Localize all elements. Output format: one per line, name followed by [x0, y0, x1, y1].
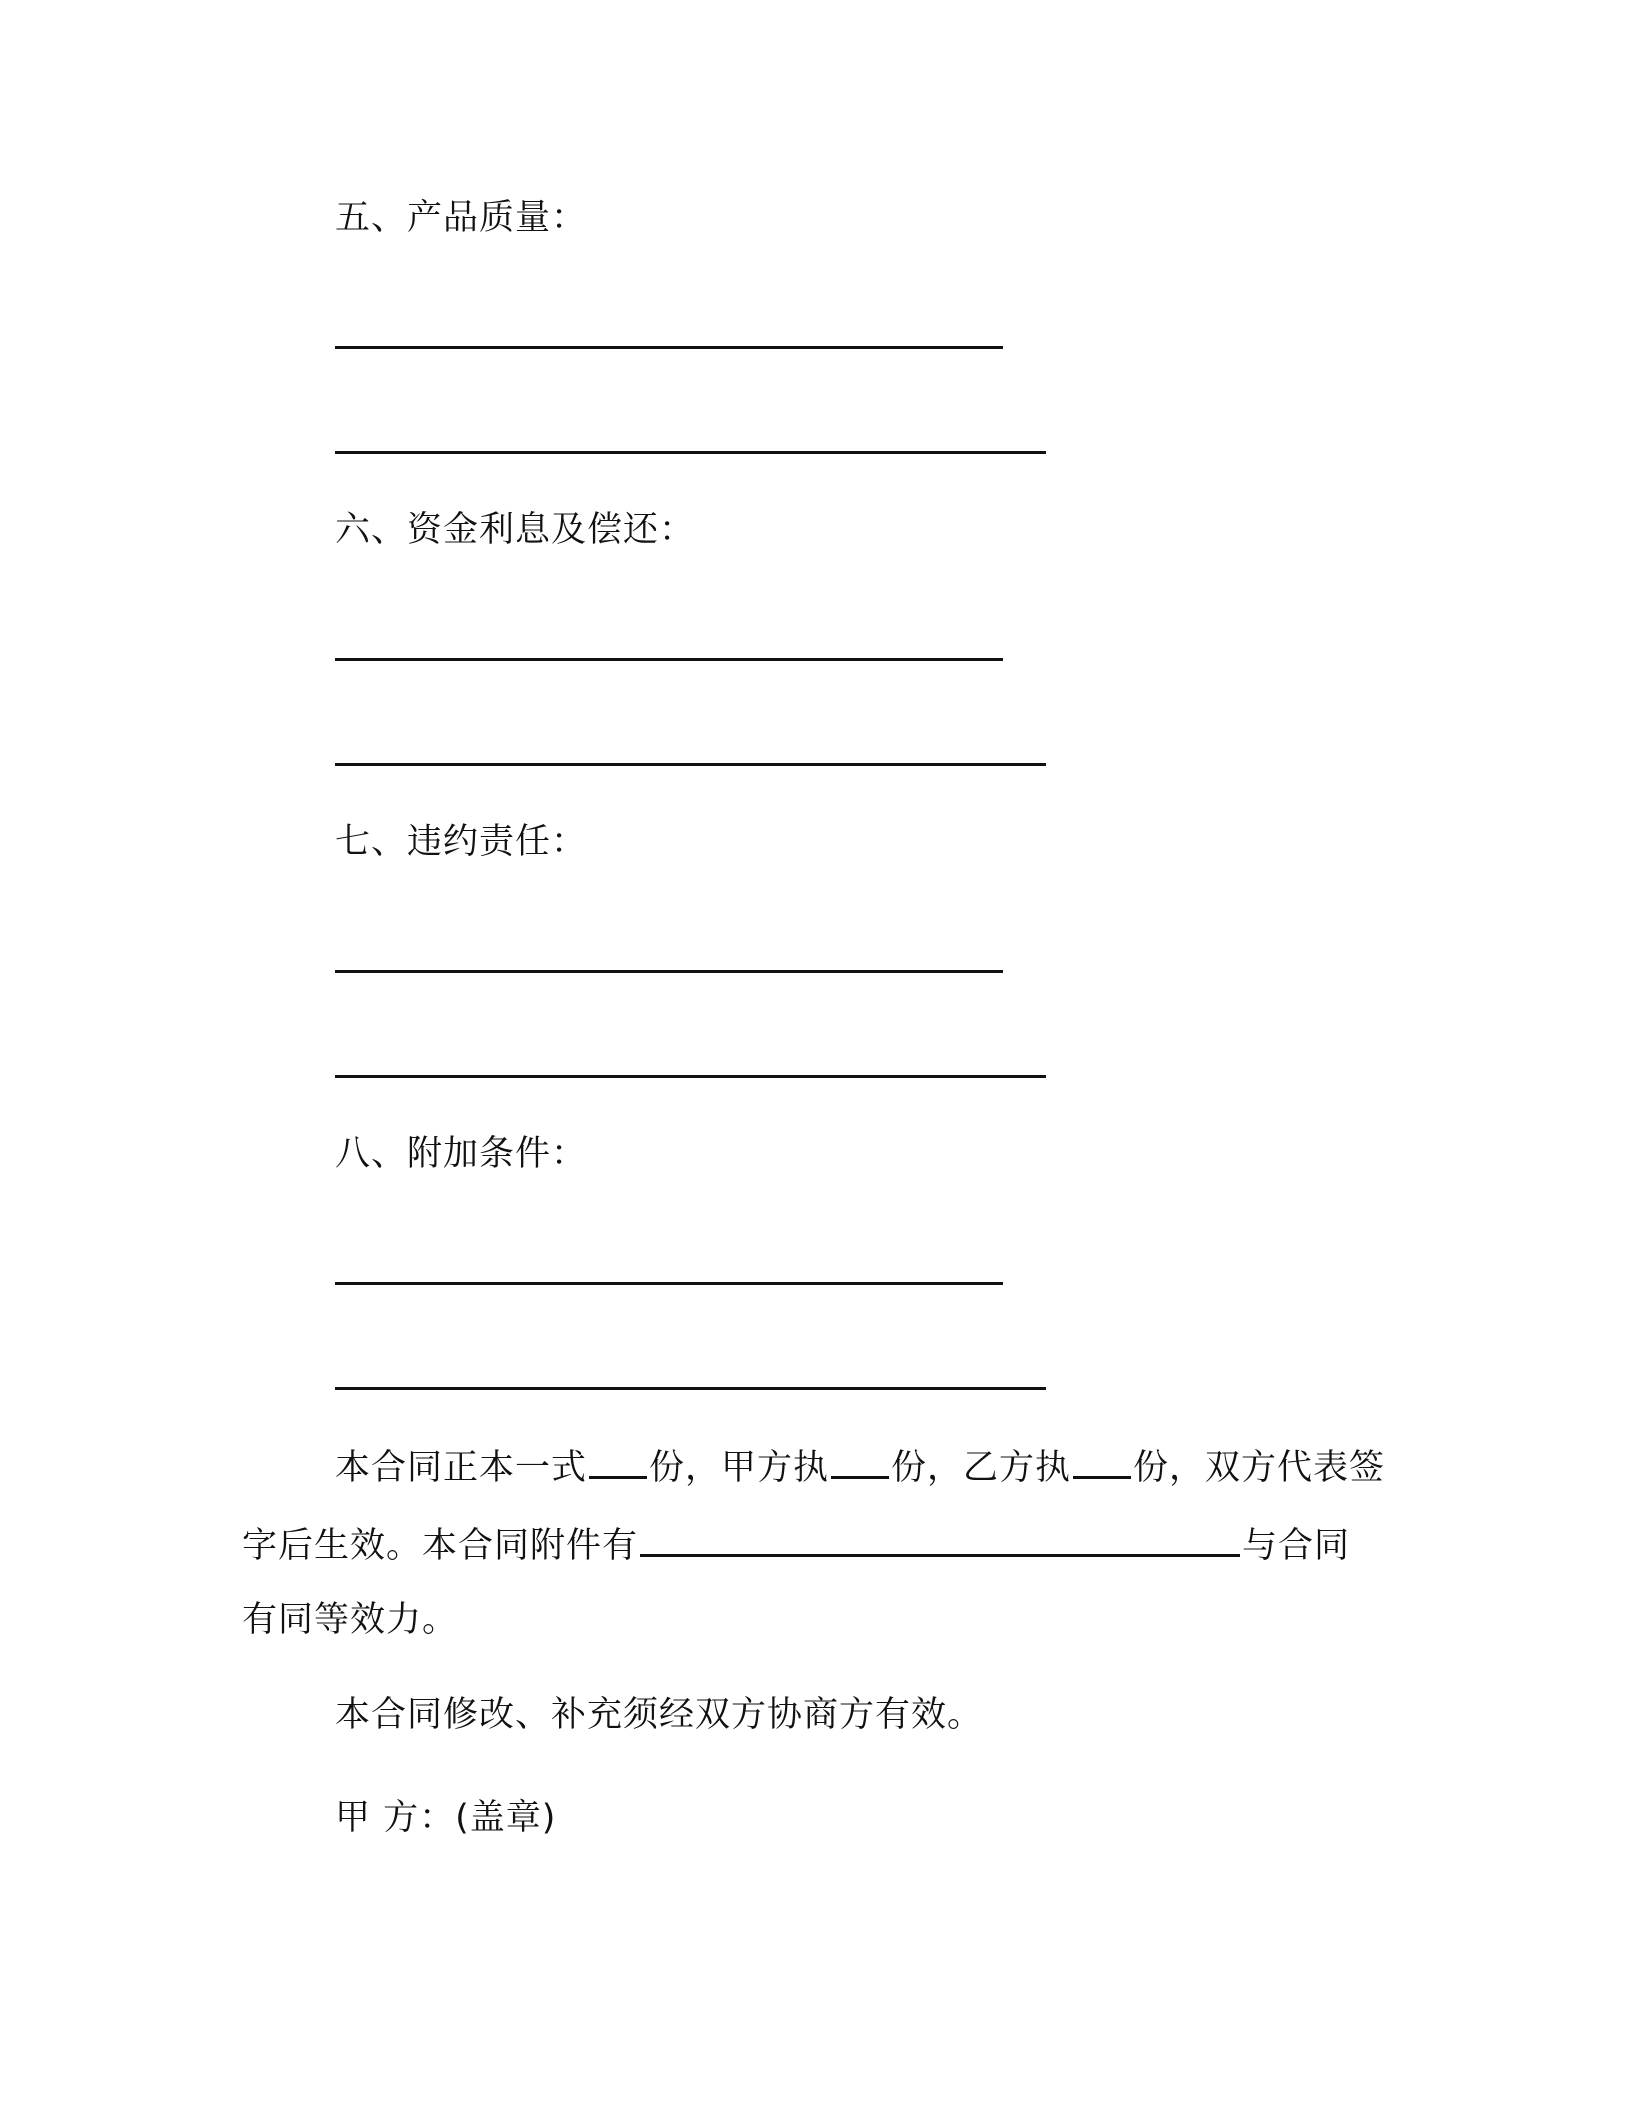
- section-heading-product-quality: 五、产品质量：: [335, 198, 588, 238]
- copies-text: 份，双方代表签: [1133, 1448, 1386, 1488]
- party-a-seal: (盖章): [455, 1798, 557, 1838]
- section-heading-breach-liability: 七、违约责任：: [335, 822, 588, 862]
- copies-text: 与合同: [1242, 1526, 1351, 1566]
- copies-text: 本合同正本一式: [335, 1448, 588, 1488]
- party-a-label: 甲 方：: [335, 1798, 456, 1838]
- fill-line[interactable]: [335, 346, 1003, 349]
- fill-line[interactable]: [335, 658, 1003, 661]
- fill-line[interactable]: [335, 763, 1046, 766]
- copies-clause-line-3: 有同等效力。: [242, 1600, 459, 1640]
- copies-clause-line-1: [335, 1446, 1385, 1488]
- fill-line[interactable]: [335, 1282, 1003, 1285]
- copies-text: 份，甲方执: [649, 1448, 830, 1488]
- party-b-copies-blank[interactable]: [1073, 1446, 1131, 1479]
- copies-text: 字后生效。本合同附件有: [242, 1526, 639, 1566]
- party-a-copies-blank[interactable]: [831, 1446, 889, 1479]
- copies-total-blank[interactable]: [589, 1446, 647, 1479]
- section-heading-funds-interest: 六、资金利息及偿还：: [335, 510, 696, 550]
- fill-line[interactable]: [335, 970, 1003, 973]
- attachments-blank[interactable]: [640, 1524, 1240, 1557]
- fill-line[interactable]: [335, 1075, 1046, 1078]
- copies-clause-line-2: [242, 1524, 1350, 1566]
- amendment-clause: 本合同修改、补充须经双方协商方有效。: [335, 1695, 984, 1735]
- fill-line[interactable]: [335, 451, 1046, 454]
- fill-line[interactable]: [335, 1387, 1046, 1390]
- copies-text: 份，乙方执: [891, 1448, 1072, 1488]
- party-a-signature-line: [335, 1798, 556, 1838]
- section-heading-additional-conditions: 八、附加条件：: [335, 1134, 588, 1174]
